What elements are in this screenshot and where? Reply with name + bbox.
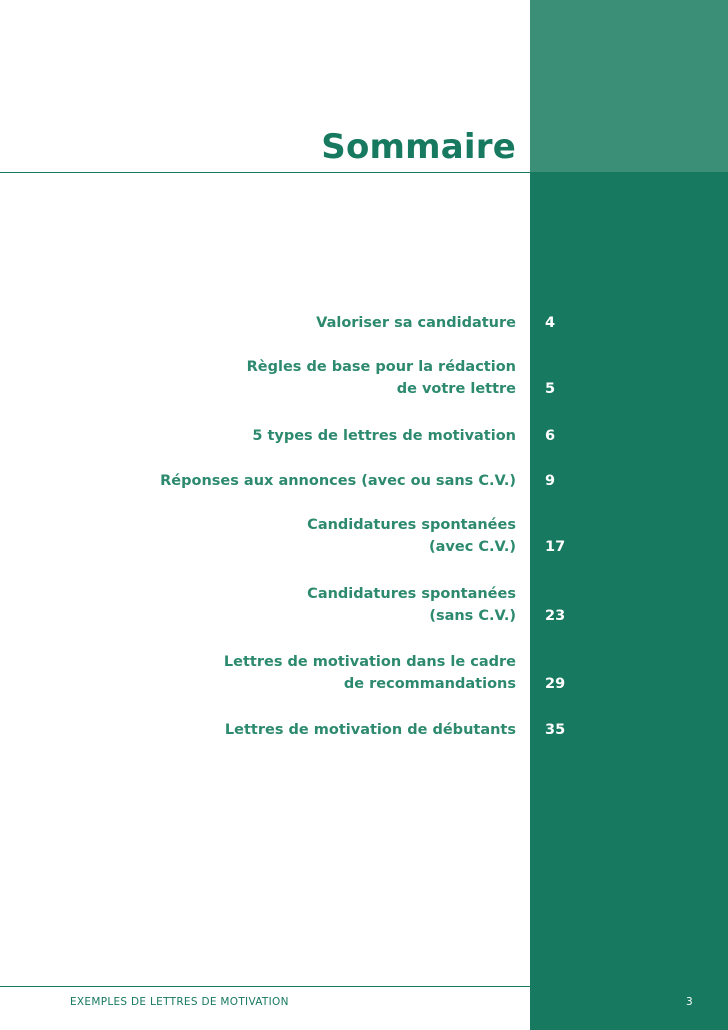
toc-entry-line: Valoriser sa candidature [316,315,516,331]
toc-page-number: 6 [545,428,556,444]
toc-entry-line: Candidatures spontanées [307,586,516,602]
toc-entry-valoriser[interactable] [316,312,516,334]
toc-entry-line: Réponses aux annonces (avec ou sans C.V.) [160,473,516,489]
footer-divider [0,986,530,987]
toc-entry-line: (avec C.V.) [429,539,516,555]
footer-page-number: 3 [686,996,693,1008]
toc-page-number: 23 [545,608,566,624]
toc-page-number: 4 [545,315,556,331]
page-title: Sommaire [321,127,516,167]
toc-page-number: 17 [545,539,566,555]
sidebar-top-band [530,0,728,172]
toc-page-number: 5 [545,381,556,397]
toc-entry-line: 5 types de lettres de motivation [252,428,516,444]
sidebar-main-band [530,172,728,1030]
toc-entry-line: Lettres de motivation de débutants [224,722,516,738]
toc-entry-line: Règles de base pour la rédaction [246,359,516,375]
toc-entry-regles[interactable] [247,356,516,400]
toc-entry-line: (sans C.V.) [429,608,516,624]
toc-entry-line: de votre lettre [396,381,516,397]
toc-entry-line: de recommandations [343,676,516,692]
toc-entry-line: Candidatures spontanées [307,517,516,533]
toc-entry-reponses[interactable] [160,470,516,492]
toc-entry-debutants[interactable] [225,719,516,741]
title-divider [0,172,530,173]
toc-page-number: 29 [545,676,566,692]
toc-entry-spontanees-sans-cv[interactable] [307,583,516,627]
footer-title: EXEMPLES DE LETTRES DE MOTIVATION [70,996,289,1008]
toc-entry-types[interactable] [252,425,516,447]
toc-entry-recommandations[interactable] [224,651,516,695]
toc-page-number: 9 [545,473,556,489]
toc-entry-line: Lettres de motivation dans le cadre [223,654,516,670]
toc-entry-spontanees-avec-cv[interactable] [307,514,516,558]
toc-page-number: 35 [545,722,566,738]
